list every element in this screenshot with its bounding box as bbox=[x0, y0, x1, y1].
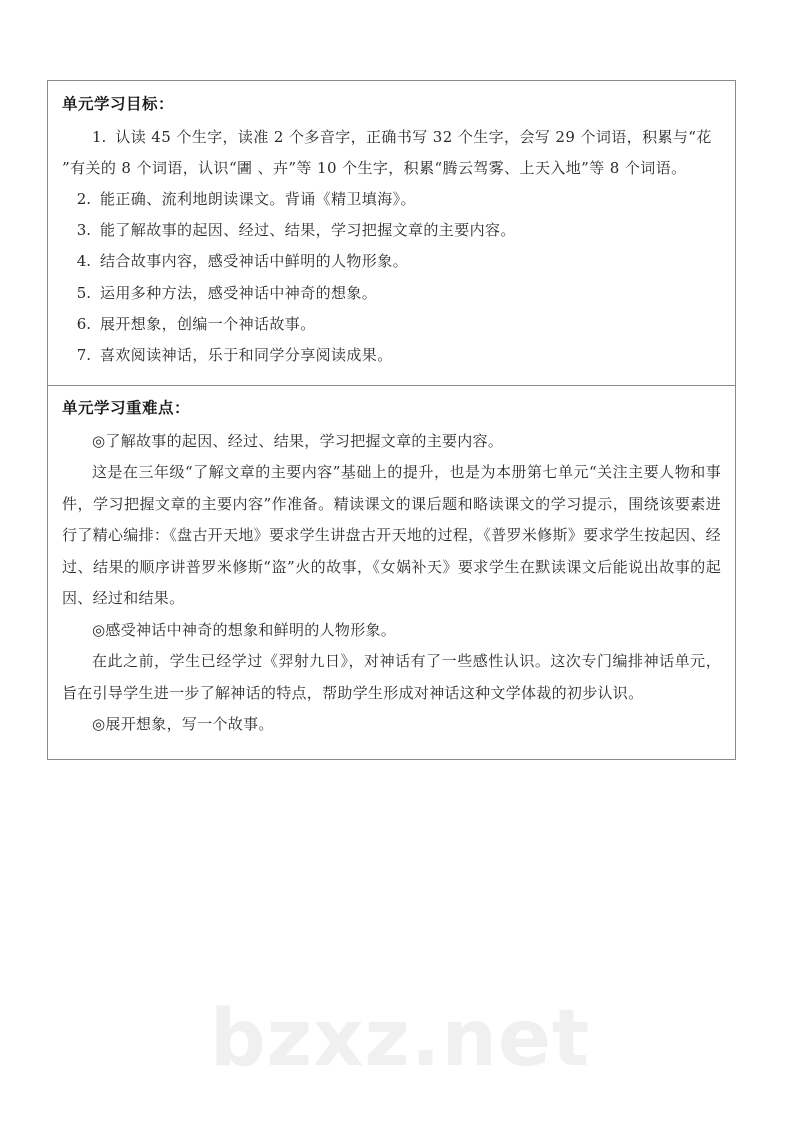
list-item bbox=[62, 278, 721, 309]
list-item-text: 认读 45 个生字，读准 2 个多音字，正确书写 32 个生字，会写 29 个词语，积累与“花 ”有关的 8 个词语，认识“圕 、卉”等 10 个生字，积累“腾云驾雾、上天入地”等 8 个词语。 bbox=[62, 127, 712, 177]
list-item-text: 能了解故事的起因、经过、结果，学习把握文章的主要内容。 bbox=[100, 221, 516, 240]
list-item-text: 运用多种方法，感受神话中神奇的想象。 bbox=[100, 283, 378, 302]
list-item bbox=[62, 309, 721, 340]
list-item-number: 5. bbox=[76, 283, 91, 302]
section-learning-goals bbox=[48, 81, 735, 385]
list-item-text: 展开想象，创编一个神话故事。 bbox=[100, 314, 316, 333]
list-item-number: 7. bbox=[76, 346, 91, 364]
section-key-difficulties bbox=[48, 385, 735, 759]
learning-goals-list bbox=[62, 122, 721, 372]
bullet-paragraph: ◎感受神话中神奇的想象和鲜明的人物形象。 bbox=[92, 620, 397, 639]
bullet-paragraph: ◎展开想象，写一个故事。 bbox=[92, 715, 274, 734]
body-paragraph: 这是在三年级“了解文章的主要内容”基础上的提升，也是为本册第七单元“关注主要人物和事件，学习把握文章的主要内容”作准备。精读课文的课后题和略读课文的学习提示，围绕该要素进行了精心编排：《盘古开天地》要求学生讲盘古开天地的过程，《普罗米修斯》要求学生按起因、经过、结果的顺序讲普罗米修斯“盗”火的故事，《女娲补天》要求学生在默读课文后能说出故事的起因、经过和结果。 bbox=[62, 463, 721, 608]
list-item bbox=[62, 122, 721, 184]
list-item-number: 3. bbox=[76, 221, 91, 240]
list-item-text: 能正确、流利地朗读课文。背诵《精卫填海》。 bbox=[100, 190, 416, 209]
list-item bbox=[62, 215, 721, 246]
section-heading-learning-goals: 单元学习目标： bbox=[62, 95, 175, 113]
list-item-number: 1. bbox=[92, 127, 107, 146]
section-heading-key-difficulties: 单元学习重难点： bbox=[62, 399, 191, 418]
list-item bbox=[62, 246, 721, 277]
body-paragraph: 在此之前，学生已经学过《羿射九日》，对神话有了一些感性认识。这次专门编排神话单元，旨在引导学生进一步了解神话的特点，帮助学生形成对神话这种文学体裁的初步认识。 bbox=[62, 652, 721, 702]
list-item bbox=[62, 340, 721, 371]
list-item-number: 2. bbox=[76, 190, 91, 209]
bullet-paragraph: ◎了解故事的起因、经过、结果，学习把握文章的主要内容。 bbox=[92, 431, 504, 450]
document-table bbox=[47, 80, 736, 760]
list-item-text: 结合故事内容，感受神话中鲜明的人物形象。 bbox=[100, 252, 409, 271]
list-item-number: 6. bbox=[76, 314, 91, 333]
list-item-number: 4. bbox=[76, 252, 91, 271]
list-item bbox=[62, 184, 721, 215]
list-item-text: 喜欢阅读神话，乐于和同学分享阅读成果。 bbox=[100, 346, 393, 364]
site-watermark: bzxz.net bbox=[209, 994, 591, 1084]
